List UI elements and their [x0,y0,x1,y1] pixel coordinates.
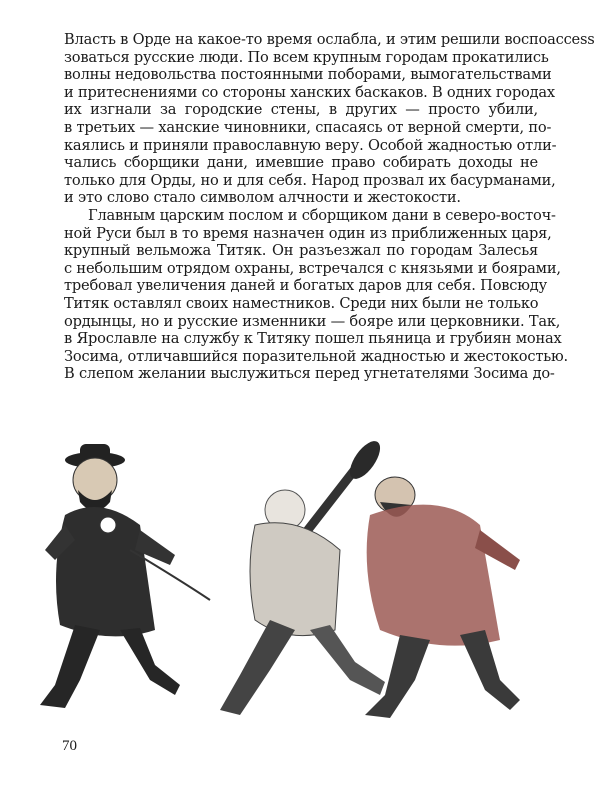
paragraph-2 [64,206,568,383]
text-line: требовал увеличения даней и богатых даров для себя. Повсюду [64,277,547,295]
text-line: в третьих — ханские чиновники, спасаясь от верной смерти, по- [64,118,552,136]
text-line: волны недовольства постоянными поборами, вымогательствами [64,66,552,84]
text-line: В слепом желании выслужиться перед угнетателями Зосима до- [64,365,555,383]
text-line: их изгнали за городские стены, в других — просто убили, [64,101,538,119]
text-line: чались сборщики дани, имевшие право собирать доходы не [64,154,538,172]
text-line: в Ярославле на службу к Титяку пошел пьяница и грубиян монах [64,330,562,348]
body-text [64,31,595,383]
attacker-with-club-figure [220,436,386,715]
text-line: каялись и приняли православную веру. Особой жадностью отли- [64,136,557,154]
text-line: ной Руси был в то время назначен один из приближенных царя, [64,224,552,242]
text-line: Титяк оставлял своих наместников. Среди них были не только [64,294,539,312]
text-line: и притеснениями со стороны ханских баскаков. В одних городах [64,83,555,101]
bearded-man-figure [365,477,520,718]
text-line: только для Орды, но и для себя. Народ прозвал их басурманами, [64,171,556,189]
text-line: с небольшим отрядом охраны, встречался с князьями и боярами, [64,259,561,277]
text-line: и это слово стало символом алчности и жестокости. [64,189,461,207]
page-number: 70 [62,738,77,754]
text-line: крупный вельможа Титяк. Он разъезжал по городам Залесья [64,242,538,260]
text-line: зоваться русские люди. По всем крупным городам прокатились [64,48,549,66]
paragraph-1 [64,31,595,207]
text-line: ордынцы, но и русские изменники — бояре или церковники. Так, [64,312,561,330]
text-line: Зосима, отличавшийся поразительной жадностью и жестокостью. [64,347,568,365]
text-line: Власть в Орде на какое-то время ослабла, и этим решили воспоaccess [64,31,595,48]
fleeing-official-figure [40,444,210,708]
illustration-chase-scene [40,430,560,740]
text-line: Главным царским послом и сборщиком дани в северо-восточ- [88,206,556,224]
